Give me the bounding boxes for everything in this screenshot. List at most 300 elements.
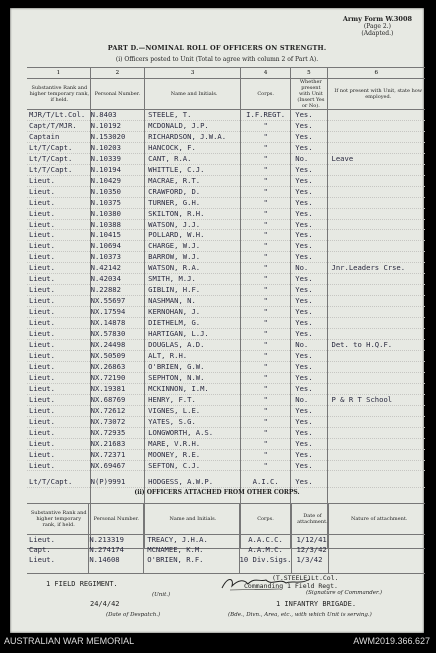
- table-row: [27, 449, 425, 460]
- cell-rank: MJR/T/Lt.Col.: [27, 110, 90, 121]
- header-present: Whether present with Unit (Insert Yes or No).: [291, 79, 327, 110]
- cell-number: N.42034: [90, 274, 145, 285]
- cell-corps: ": [241, 208, 291, 219]
- cell-rank: Lieut.: [27, 449, 90, 460]
- cell-rank: Lieut.: [27, 361, 90, 372]
- attached-table: [27, 503, 425, 574]
- cell-number: N.10375: [90, 197, 145, 208]
- cell-rank: Lt/T/Capt.: [27, 153, 90, 164]
- cell-nature: [329, 555, 425, 565]
- cell-corps: ": [241, 416, 291, 427]
- cell-employment: [327, 274, 425, 285]
- signed-subtitle: Commanding 1 Field Regt.: [244, 582, 338, 590]
- date-label: (Date of Despatch.): [106, 612, 161, 618]
- table-row: [27, 477, 425, 487]
- cell-employment: [327, 350, 425, 361]
- table-row: [27, 197, 425, 208]
- cell-name: DIETHELM, G.: [145, 318, 241, 329]
- cell-corps: ": [241, 394, 291, 405]
- cell-number: N.10694: [90, 241, 145, 252]
- cell-corps: ": [241, 296, 291, 307]
- table-row: [27, 372, 425, 383]
- header-rank: Substantive Rank and higher temporary rank, if held.: [27, 504, 89, 535]
- cell-corps: ": [241, 131, 291, 142]
- cell-corps: ": [241, 449, 291, 460]
- cell-corps: ": [241, 361, 291, 372]
- cell-present: Yes.: [291, 120, 327, 131]
- cell-rank: Lieut.: [27, 372, 90, 383]
- table-row: [27, 394, 425, 405]
- cell-number: NX.21683: [90, 438, 145, 449]
- cell-name: SKILTON, R.H.: [145, 208, 241, 219]
- cell-name: SMITH, M.J.: [145, 274, 241, 285]
- cell-corps: ": [241, 350, 291, 361]
- table-row: [27, 142, 425, 153]
- cell-present: Yes.: [291, 318, 327, 329]
- cell-name: O'BRIEN, R.F.: [144, 555, 239, 565]
- cell-name: HANCOCK, F.: [145, 142, 241, 153]
- table-row: [27, 340, 425, 351]
- table-row: [27, 241, 425, 252]
- cell-employment: [327, 361, 425, 372]
- cell-present: Yes.: [291, 241, 327, 252]
- cell-employment: [327, 318, 425, 329]
- brigade-typed: 1 INFANTRY BRIGADE.: [276, 600, 357, 608]
- header-name: Name and Initials.: [144, 504, 239, 535]
- table-row: [27, 186, 425, 197]
- cell-present: Yes.: [291, 197, 327, 208]
- cell-present: No.: [291, 340, 327, 351]
- cell-number: NX.73072: [90, 416, 145, 427]
- cell-present: Yes.: [291, 361, 327, 372]
- table-row: [27, 296, 425, 307]
- cell-corps: ": [241, 252, 291, 263]
- cell-corps: 10 Div.Sigs.: [239, 555, 292, 564]
- table-row: [27, 427, 425, 438]
- cell-employment: [327, 438, 425, 449]
- document-page: [10, 8, 424, 633]
- cell-number: N.22882: [90, 285, 145, 296]
- cell-rank: Lieut.: [27, 252, 90, 263]
- cell-present: Yes.: [291, 142, 327, 153]
- cell-number: NX.72190: [90, 372, 145, 383]
- cell-name: KERNOHAN, J.: [145, 307, 241, 318]
- attached-header-row: [27, 504, 425, 535]
- cell-corps: ": [241, 274, 291, 285]
- cell-present: Yes.: [291, 175, 327, 186]
- header-number: Personal Number.: [90, 79, 145, 110]
- cell-rank: Lieut.: [27, 175, 90, 186]
- cell-employment: Leave: [327, 153, 425, 164]
- cell-present: Yes.: [291, 219, 327, 230]
- cell-number: N.8403: [90, 110, 145, 121]
- header-number: Personal Number.: [89, 504, 144, 535]
- cell-corps: I.F.REGT.: [241, 110, 291, 121]
- cell-number: NX.72935: [90, 427, 145, 438]
- cell-corps: A.A.M.C.: [239, 545, 292, 555]
- cell-employment: [327, 164, 425, 175]
- cell-employment: [327, 383, 425, 394]
- cell-present: Yes.: [291, 329, 327, 340]
- cell-employment: [327, 197, 425, 208]
- caption-institution: AUSTRALIAN WAR MEMORIAL: [4, 636, 135, 646]
- cell-corps: ": [241, 219, 291, 230]
- column-header-row: [27, 79, 425, 110]
- cell-corps: ": [241, 307, 291, 318]
- cell-name: CRAWFORD, D.: [145, 186, 241, 197]
- blank-cell: [27, 565, 89, 574]
- cell-employment: [327, 120, 425, 131]
- cell-employment: [327, 230, 425, 241]
- cell-employment: [327, 477, 425, 487]
- cell-rank: Lieut.: [27, 555, 89, 565]
- cell-rank: Lieut.: [27, 460, 90, 471]
- cell-corps: ": [241, 460, 291, 471]
- unit-typed: 1 FIELD REGIMENT.: [46, 580, 118, 588]
- cell-number: N.274174: [89, 545, 144, 555]
- cell-corps: ": [241, 241, 291, 252]
- cell-number: N.10339: [90, 153, 145, 164]
- cell-name: CHARGE, W.J.: [145, 241, 241, 252]
- cell-present: Yes.: [291, 307, 327, 318]
- table-row: [27, 263, 425, 274]
- cell-present: No.: [291, 394, 327, 405]
- cell-name: BARROW, W.J.: [145, 252, 241, 263]
- cell-present: Yes.: [291, 296, 327, 307]
- blank-cell: [144, 565, 239, 574]
- cell-present: Yes.: [291, 186, 327, 197]
- cell-name: HODGESS, A.W.P.: [145, 477, 241, 487]
- header-corps: Corps.: [241, 79, 291, 110]
- col-number: 2: [90, 68, 145, 79]
- cell-corps: A.I.C.: [241, 477, 291, 487]
- cell-name: SEFTON, C.J.: [145, 460, 241, 471]
- header-employment: If not present with Unit, state how employed.: [327, 79, 425, 110]
- cell-employment: [327, 219, 425, 230]
- cell-rank: Lieut.: [27, 241, 90, 252]
- cell-name: MACRAE, R.T.: [145, 175, 241, 186]
- cell-present: Yes.: [291, 372, 327, 383]
- cell-number: NX.72371: [90, 449, 145, 460]
- cell-rank: Lieut.: [27, 219, 90, 230]
- table-row: [27, 110, 425, 121]
- form-adapted: (Adapted.): [361, 30, 394, 37]
- cell-nature: [329, 535, 425, 546]
- cell-present: No.: [291, 153, 327, 164]
- blank-cell: [292, 565, 329, 574]
- cell-employment: [327, 307, 425, 318]
- cell-employment: [327, 142, 425, 153]
- cell-name: GIBLIN, H.F.: [145, 285, 241, 296]
- cell-name: HENRY, F.T.: [145, 394, 241, 405]
- cell-employment: [327, 460, 425, 471]
- column-number-row: [27, 68, 425, 79]
- table-row: [27, 219, 425, 230]
- blank-cell: [89, 565, 144, 574]
- header-nature: Nature of attachment.: [329, 504, 425, 535]
- cell-corps: ": [241, 318, 291, 329]
- cell-number: N.10373: [90, 252, 145, 263]
- cell-corps: ": [241, 340, 291, 351]
- cell-corps: ": [241, 186, 291, 197]
- cell-employment: [327, 208, 425, 219]
- cell-name: TREACY, J.H.A.: [144, 535, 239, 546]
- table-row: [27, 120, 425, 131]
- cell-employment: [327, 252, 425, 263]
- table-row: [27, 361, 425, 372]
- cell-number: NX.14878: [90, 318, 145, 329]
- cell-number: NX.24498: [90, 340, 145, 351]
- cell-employment: [327, 110, 425, 121]
- cell-nature: [329, 545, 425, 555]
- cell-name: RICHARDSON, J.W.A.: [145, 131, 241, 142]
- cell-name: WATSON, J.J.: [145, 219, 241, 230]
- cell-corps: ": [241, 405, 291, 416]
- cell-present: Yes.: [291, 110, 327, 121]
- cell-date: 1/3/42: [292, 555, 329, 565]
- form-page: (Page 2.): [363, 23, 391, 30]
- col-number: 1: [27, 68, 90, 79]
- cell-rank: Lieut.: [27, 318, 90, 329]
- col-number: 6: [327, 68, 425, 79]
- cell-employment: Jnr.Leaders Crse.: [327, 263, 425, 274]
- cell-rank: Lieut.: [27, 394, 90, 405]
- cell-name: LONGWORTH, A.S.: [145, 427, 241, 438]
- header-date: Date of attachment.: [292, 504, 329, 535]
- cell-number: NX.50509: [90, 350, 145, 361]
- cell-present: Yes.: [291, 477, 327, 487]
- cell-name: STEELE, T.: [145, 110, 241, 121]
- cell-name: CANT, R.A.: [145, 153, 241, 164]
- cell-number: NX.57830: [90, 329, 145, 340]
- cell-date: 1/12/41: [292, 535, 329, 546]
- cell-rank: Lieut.: [27, 535, 89, 546]
- caption-accession: AWM2019.366.627: [353, 636, 430, 646]
- cell-rank: Lieut.: [27, 427, 90, 438]
- cell-present: Yes.: [291, 164, 327, 175]
- part-subtitle: (i) Officers posted to Unit (Total to agree with column 2 of Part A).: [115, 56, 319, 63]
- cell-present: Yes.: [291, 274, 327, 285]
- signed-typed: (T.STEELE)Lt.Col.: [272, 574, 339, 582]
- cell-corps: ": [241, 372, 291, 383]
- cell-name: DOUGLAS, A.D.: [145, 340, 241, 351]
- table-row: [27, 318, 425, 329]
- date-typed: 24/4/42: [90, 600, 120, 608]
- part-title: PART D.—NOMINAL ROLL OF OFFICERS ON STRENGTH.: [107, 44, 327, 52]
- cell-number: NX.17594: [90, 307, 145, 318]
- cell-number: N.213319: [89, 535, 144, 546]
- unit-label: (Unit.): [152, 592, 171, 598]
- cell-name: O'BRIEN, G.W.: [145, 361, 241, 372]
- cell-name: POLLARD, W.H.: [145, 230, 241, 241]
- cell-number: NX.55697: [90, 296, 145, 307]
- cell-name: HARTIGAN, L.J.: [145, 329, 241, 340]
- cell-name: TURNER, G.H.: [145, 197, 241, 208]
- cell-rank: Lt/T/Capt.: [27, 477, 90, 487]
- cell-number: N.42142: [90, 263, 145, 274]
- table-row: [27, 307, 425, 318]
- cell-employment: [327, 241, 425, 252]
- cell-present: Yes.: [291, 350, 327, 361]
- cell-number: NX.69467: [90, 460, 145, 471]
- cell-corps: ": [241, 230, 291, 241]
- cell-present: No.: [291, 263, 327, 274]
- table-row: [27, 350, 425, 361]
- cell-number: N.10350: [90, 186, 145, 197]
- cell-corps: ": [241, 263, 291, 274]
- blank-cell: [239, 565, 292, 574]
- table-row: [27, 383, 425, 394]
- cell-number: N.10194: [90, 164, 145, 175]
- cell-rank: Lieut.: [27, 416, 90, 427]
- cell-present: Yes.: [291, 208, 327, 219]
- cell-name: SEPHTON, N.W.: [145, 372, 241, 383]
- table-row: [27, 164, 425, 175]
- table-row: [27, 175, 425, 186]
- cell-present: Yes.: [291, 285, 327, 296]
- cell-rank: Lieut.: [27, 307, 90, 318]
- cell-name: WATSON, R.A.: [145, 263, 241, 274]
- cell-corps: ": [241, 329, 291, 340]
- table-row: [27, 230, 425, 241]
- cell-rank: Lt/T/Capt.: [27, 142, 90, 153]
- cell-number: N.10203: [90, 142, 145, 153]
- cell-present: Yes.: [291, 383, 327, 394]
- cell-rank: Lt/T/Capt.: [27, 164, 90, 175]
- cell-employment: [327, 372, 425, 383]
- cell-name: MCKINNON, I.M.: [145, 383, 241, 394]
- table-row: [27, 329, 425, 340]
- header-name: Name and Initials.: [145, 79, 241, 110]
- cell-number: N.14608: [89, 555, 144, 565]
- blank-row: [27, 565, 425, 574]
- table-row: [27, 438, 425, 449]
- cell-number: N.10380: [90, 208, 145, 219]
- cell-present: Yes.: [291, 405, 327, 416]
- cell-present: Yes.: [291, 252, 327, 263]
- cell-rank: Lieut.: [27, 405, 90, 416]
- table-row: [27, 535, 425, 546]
- cell-name: NASHMAN, N.: [145, 296, 241, 307]
- cell-name: MOONEY, R.E.: [145, 449, 241, 460]
- cell-rank: Lieut.: [27, 208, 90, 219]
- table-row: [27, 153, 425, 164]
- cell-employment: [327, 186, 425, 197]
- cell-corps: ": [241, 175, 291, 186]
- cell-employment: [327, 405, 425, 416]
- officers-body: [27, 110, 425, 549]
- table-row: [27, 416, 425, 427]
- cell-present: Yes.: [291, 427, 327, 438]
- cell-rank: Lieut.: [27, 285, 90, 296]
- table-row: [27, 555, 425, 565]
- cell-present: Yes.: [291, 449, 327, 460]
- cell-name: YATES, S.G.: [145, 416, 241, 427]
- cell-corps: ": [241, 153, 291, 164]
- cell-rank: Captain: [27, 131, 90, 142]
- cell-corps: ": [241, 427, 291, 438]
- table-row: [27, 252, 425, 263]
- cell-name: MCDONALD, J.P.: [145, 120, 241, 131]
- col-number: 3: [145, 68, 241, 79]
- blank-cell: [329, 565, 425, 574]
- cell-number: N.10388: [90, 219, 145, 230]
- attached-body: [27, 535, 425, 574]
- cell-number: N.10429: [90, 175, 145, 186]
- cell-number: N.10192: [90, 120, 145, 131]
- header-rank: Substantive Rank and higher temporary rank, if held.: [27, 79, 90, 110]
- cell-number: N(P)9991: [90, 477, 145, 487]
- cell-rank: Lieut.: [27, 296, 90, 307]
- cell-employment: [327, 175, 425, 186]
- cell-rank: Lieut.: [27, 383, 90, 394]
- cell-rank: Lieut.: [27, 197, 90, 208]
- form-number: Army Form W.3008: [342, 15, 412, 23]
- cell-present: Yes.: [291, 460, 327, 471]
- cell-number: NX.68769: [90, 394, 145, 405]
- cell-corps: ": [241, 142, 291, 153]
- table-row: [27, 285, 425, 296]
- cell-corps: ": [241, 197, 291, 208]
- cell-rank: Capt.: [27, 545, 89, 555]
- cell-corps: A.A.C.C.: [239, 535, 292, 546]
- cell-employment: Det. to H.Q.F.: [327, 340, 425, 351]
- cell-rank: Lieut.: [27, 274, 90, 285]
- cell-present: Yes.: [291, 416, 327, 427]
- table-row: [27, 405, 425, 416]
- cell-name: ALT, R.H.: [145, 350, 241, 361]
- cell-corps: ": [241, 438, 291, 449]
- cell-name: WHITTLE, C.J.: [145, 164, 241, 175]
- signature-label: (Signature of Commander.): [306, 590, 382, 596]
- cell-employment: P & R T School: [327, 394, 425, 405]
- table-row: [27, 460, 425, 471]
- cell-employment: [327, 296, 425, 307]
- cell-rank: Lieut.: [27, 230, 90, 241]
- cell-name: MARE, V.R.H.: [145, 438, 241, 449]
- cell-name: MCNAMEE, K.M.: [144, 545, 239, 555]
- cell-number: NX.19381: [90, 383, 145, 394]
- cell-number: N.153020: [90, 131, 145, 142]
- cell-date: 12/3/42: [292, 545, 329, 555]
- header-corps: Corps.: [239, 504, 292, 535]
- cell-employment: [327, 449, 425, 460]
- cell-name: VIGNES, L.E.: [145, 405, 241, 416]
- table-row: [27, 545, 425, 555]
- cell-employment: [327, 131, 425, 142]
- cell-number: NX.72612: [90, 405, 145, 416]
- cell-rank: Lieut.: [27, 263, 90, 274]
- cell-employment: [327, 285, 425, 296]
- cell-corps: ": [241, 383, 291, 394]
- officers-table: [27, 67, 425, 549]
- cell-corps: ": [241, 285, 291, 296]
- brigade-label: (Bde., Divn., Area, etc., with which Unit is serving.): [228, 612, 372, 618]
- cell-present: Yes.: [291, 438, 327, 449]
- col-number: 5: [291, 68, 327, 79]
- cell-rank: Lieut.: [27, 350, 90, 361]
- cell-present: Yes.: [291, 230, 327, 241]
- cell-number: N.10415: [90, 230, 145, 241]
- col-number: 4: [241, 68, 291, 79]
- cell-rank: Capt/T/MJR.: [27, 120, 90, 131]
- cell-employment: [327, 427, 425, 438]
- cell-rank: Lieut.: [27, 438, 90, 449]
- cell-present: Yes.: [291, 131, 327, 142]
- cell-rank: Lieut.: [27, 186, 90, 197]
- cell-corps: ": [241, 164, 291, 175]
- cell-rank: Lieut.: [27, 340, 90, 351]
